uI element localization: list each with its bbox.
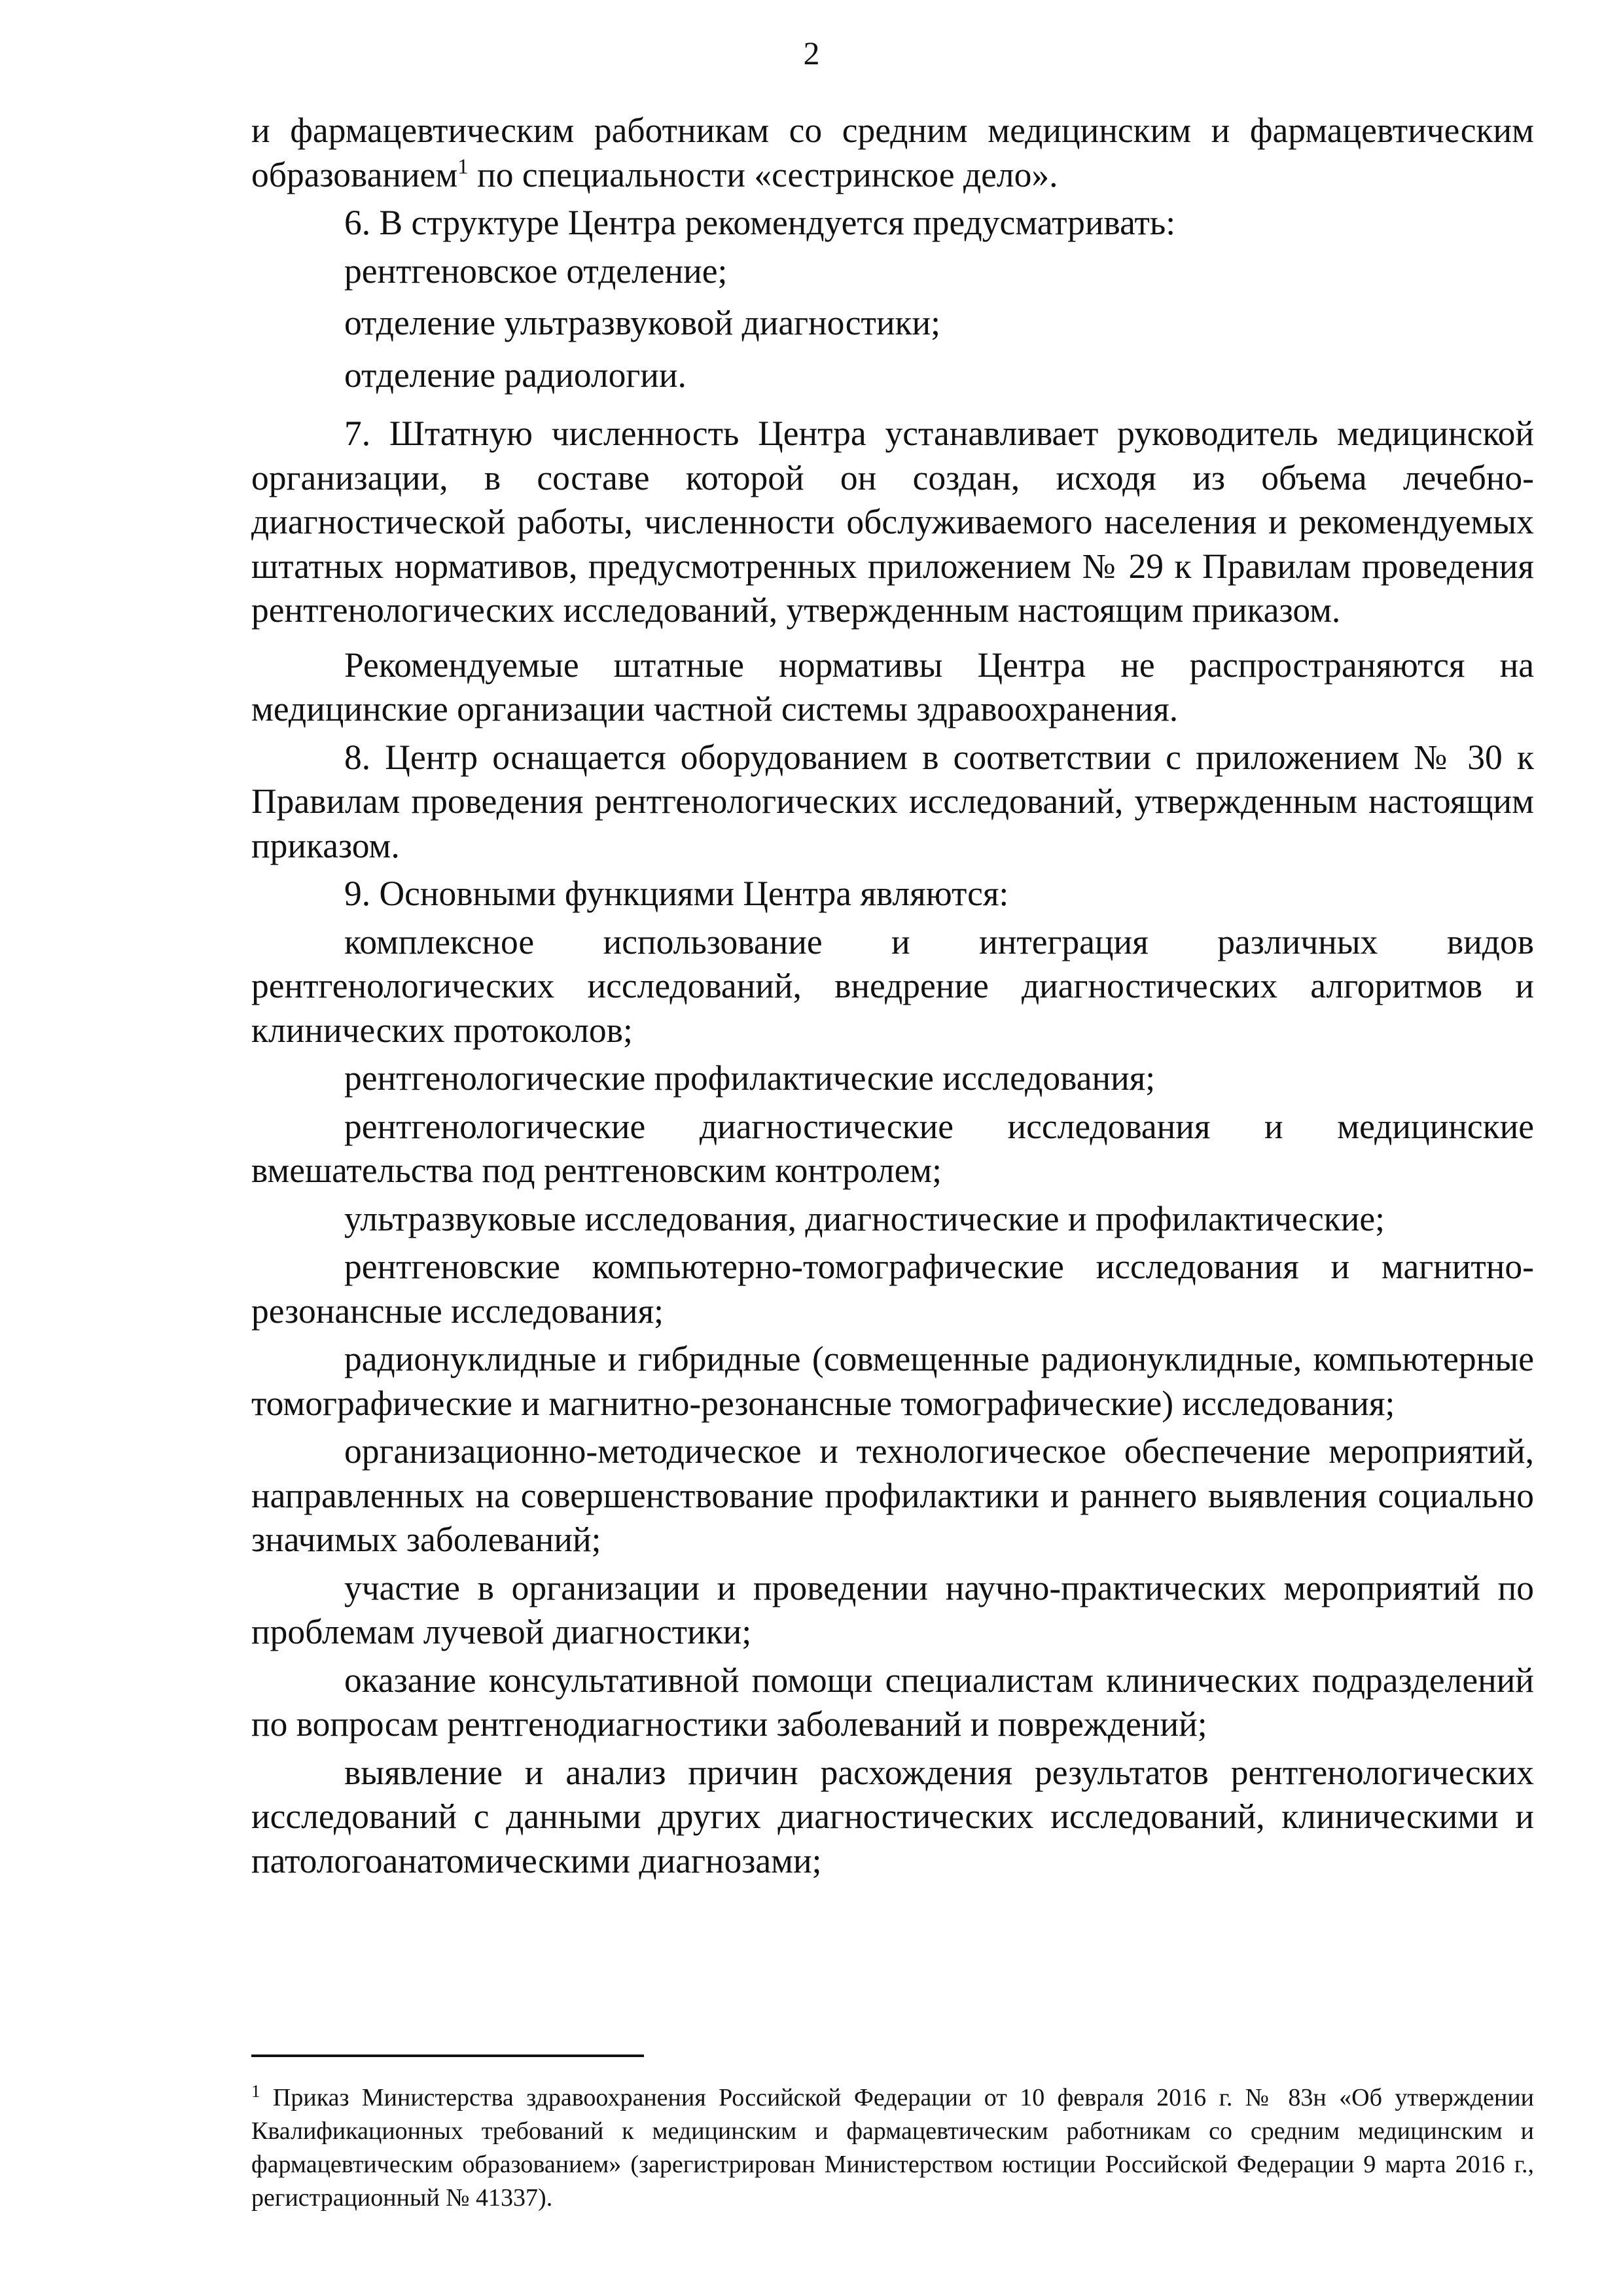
paragraph-item-8: 8. Центр оснащается оборудованием в соответствии с приложением № 30 к Правилам проведения рентгенологических исследований, утвержденным настоящим приказом. [251, 737, 1534, 865]
footnote-separator [251, 2054, 644, 2057]
paragraph-item-6: 6. В структуре Центра рекомендуется предусматривать: [344, 203, 1176, 242]
list-item: ультразвуковые исследования, диагностические и профилактические; [344, 1198, 1385, 1238]
paragraph-text-tail: по специальности «сестринское дело». [468, 154, 1058, 194]
list-item: комплексное использование и интеграция различных видов рентгенологических исследований, внедрение диагностических алгоритмов и клинических протоколов; [251, 922, 1534, 1050]
list-item: радионуклидные и гибридные (совмещенные радионуклидные, компьютерные томографические и магнитно-резонансные томографические) исследования; [251, 1339, 1534, 1423]
paragraph-item-7: 7. Штатную численность Центра устанавливает руководитель медицинской организации, в составе которой он создан, исходя из объема лечебно-диагностической работы, численности обслуживаемого населения и рекомендуемых штатных нормативов, предусмотренных приложением № 29 к Правилам проведения рентгенологических исследований, утвержденным настоящим приказом. [251, 414, 1534, 630]
list-item: рентгенологические профилактические исследования; [344, 1058, 1156, 1098]
paragraph-item-9: 9. Основными функциями Центра являются: [344, 874, 1009, 913]
footnote-reference: 1 [457, 154, 469, 179]
list-item: рентгеновское отделение; [344, 251, 728, 291]
footnote-mark: 1 [251, 2081, 260, 2101]
paragraph-text: и фармацевтическим работникам со средним медицинским и фармацевтическим образованием [251, 111, 1534, 194]
list-item: участие в организации и проведении научно-практических мероприятий по проблемам лучевой диагностики; [251, 1568, 1534, 1651]
document-body [251, 109, 1534, 1883]
list-item: отделение ультразвуковой диагностики; [344, 303, 940, 342]
list-item: отделение радиологии. [344, 355, 687, 395]
list-item: рентгенологические диагностические исследования и медицинские вмешательства под рентгеновским контролем; [251, 1106, 1534, 1190]
list-item: оказание консультативной помощи специалистам клинических подразделений по вопросам рентгенодиагностики заболеваний и повреждений; [251, 1660, 1534, 1744]
list-item: организационно-методическое и технологическое обеспечение мероприятий, направленных на совершенствование профилактики и раннего выявления социально значимых заболеваний; [251, 1431, 1534, 1559]
list-item: выявление и анализ причин расхождения результатов рентгенологических исследований с данными других диагностических исследований, клиническими и патологоанатомическими диагнозами; [251, 1752, 1534, 1880]
paragraph-continuation [251, 109, 1534, 197]
list-item: рентгеновские компьютерно-томографические исследования и магнитно-резонансные исследования; [251, 1247, 1534, 1331]
footnote-text: Приказ Министерства здравоохранения Российской Федерации от 10 февраля 2016 г. № 83н «Об утверждении Квалификационных требований к медицинским и фармацевтическим работникам со средним медицинским и фармацевтическим образованием» (зарегистрирован Министерством юстиции Российской Федерации 9 марта 2016 г., регистрационный № 41337). [251, 2084, 1534, 2212]
footnote [251, 2081, 1534, 2215]
paragraph: Рекомендуемые штатные нормативы Центра не распространяются на медицинские организации частной системы здравоохранения. [251, 645, 1534, 728]
page-number: 2 [803, 35, 820, 71]
